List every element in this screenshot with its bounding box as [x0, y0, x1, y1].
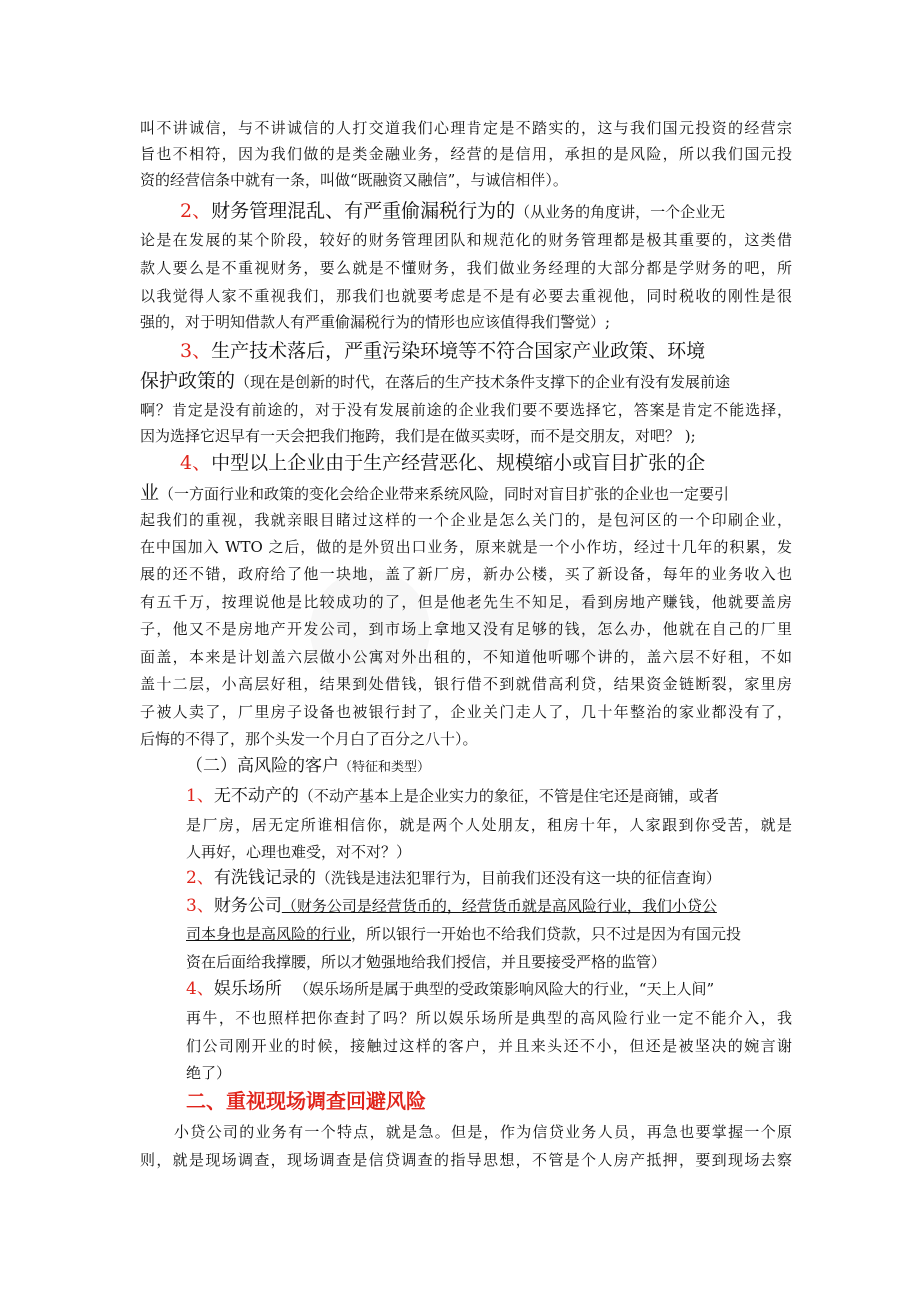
item-4-note: （一方面行业和政策的变化会给企业带来系统风险，同时对盲目扩张的企业也一定要引	[159, 485, 730, 503]
paragraph-line: 小贷公司的业务有一个特点，就是急。但是，作为信贷业务人员，再急也要掌握一个原	[174, 1123, 792, 1141]
section-2-title: （二）高风险的客户	[186, 756, 339, 776]
client-4-first-line	[186, 977, 792, 1001]
paragraph-line: 啊？肯定是没有前途的，对于没有发展前途的企业我们要不要选择它，答案是肯定不能选择，	[140, 401, 792, 419]
client-4-heading: 娱乐场所	[213, 979, 282, 999]
item-3-number: 3、	[180, 340, 212, 362]
paragraph-line: 绝了）	[186, 1064, 232, 1082]
item-2-note: （从业务的角度讲，一个企业无	[515, 203, 726, 221]
client-2-number: 2、	[186, 868, 214, 888]
client-3-number: 3、	[186, 896, 214, 916]
paragraph-line: 盖十二层，小高层好租，结果到处借钱，银行借不到就借高利贷，结果资金链断裂，家里房	[140, 675, 792, 693]
item-3-second-line	[140, 366, 792, 396]
item-3-heading: 生产技术落后，严重污染环境等不符合国家产业政策、环境	[211, 340, 706, 362]
client-1-number: 1、	[186, 786, 214, 806]
paragraph-line: 面盖，本来是计划盖六层做小公寓对外出租的，不知道他听哪个讲的，盖六层不好租，不如	[140, 648, 792, 666]
client-2-line	[186, 866, 792, 890]
paragraph-line: 是厂房，居无定所谁相信你，就是两个人处朋友，租房十年，人家跟到你受苦，就是	[186, 816, 792, 834]
item-4-heading: 中型以上企业由于生产经营恶化、规模缩小或盲目扩张的企	[211, 452, 706, 474]
item-3-note: （现在是创新的时代，在落后的生产技术条件支撑下的企业有没有发展前途	[235, 373, 731, 391]
paragraph-line: 因为选择它迟早有一天会把我们拖跨，我们是在做买卖呀，而不是交朋友，对吧？ );	[140, 427, 696, 445]
client-1-note: （不动产基本上是企业实力的象征，不管是住宅还是商铺，或者	[298, 787, 719, 805]
item-4-number: 4、	[180, 452, 212, 474]
paragraph-line: 以我觉得人家不重视我们，那我们也就要考虑是不是有必要去重视他，同时税收的刚性是很	[140, 287, 792, 305]
item-4-second-line	[140, 478, 792, 508]
paragraph-line: 资的经营信条中就有一条，叫做“既融资又融信”，与诚信相伴）。	[140, 171, 568, 189]
paragraph-line: 款人要么是不重视财务，要么就是不懂财务，我们做业务经理的大部分都是学财务的吧，所	[140, 259, 792, 277]
paragraph-line: 在中国加入 WTO 之后，做的是外贸出口业务，原来就是一个小作坊，经过十几年的积累，发	[140, 538, 792, 556]
item-3-heading-cont: 保护政策的	[140, 370, 236, 392]
client-2-note: （洗钱是违法犯罪行为，目前我们还没有这一块的征信查询）	[315, 869, 721, 887]
item-3-heading-line	[180, 336, 792, 366]
paragraph-line: 则，就是现场调查，现场调查是信贷调查的指导思想，不管是个人房产抵押，要到现场去察	[140, 1151, 792, 1169]
client-3-heading: 财务公司	[213, 896, 282, 916]
section-heading: 二、重视现场调查回避风险	[186, 1089, 426, 1113]
section-2-title-line	[186, 754, 798, 778]
section-2-subtitle: （特征和类型）	[339, 760, 431, 775]
paragraph-line: 有五千万，按理说他是比较成功的了，但是他老先生不知足，看到房地产赚钱，他就要盖房	[140, 593, 792, 611]
client-1-heading: 无不动产的	[213, 786, 299, 806]
item-4-heading-line	[180, 448, 792, 478]
paragraph-line: 叫不讲诚信，与不讲诚信的人打交道我们心理肯定是不踏实的，这与我们国元投资的经营宗	[140, 119, 792, 137]
paragraph-line: 论是在发展的某个阶段，较好的财务管理团队和规范化的财务管理都是极其重要的，这类借	[140, 231, 792, 249]
item-2-number: 2、	[180, 200, 212, 222]
item-2-heading: 财务管理混乱、有严重偷漏税行为的	[211, 200, 516, 222]
client-4-note: （娱乐场所是属于典型的受政策影响风险大的行业，“天上人间”	[293, 980, 715, 998]
client-3-text: ，所以银行一开始也不给我们贷款，只不过是因为有国元投	[351, 925, 742, 943]
paragraph-line: 展的还不错，政府给了他一块地，盖了新厂房，新办公楼，买了新设备，每年的业务收入也	[140, 565, 792, 583]
client-3-underlined: 司本身也是高风险的行业	[186, 925, 352, 943]
paragraph-line: 旨也不相符，因为我们做的是类金融业务，经营的是信用，承担的是风险，所以我们国元投	[140, 145, 792, 163]
paragraph-line: 子，他又不是房地产开发公司，到市场上拿地又没有足够的钱，怎么办，他就在自己的厂里	[140, 620, 792, 638]
client-3-first-line	[186, 894, 792, 918]
paragraph-line: 子被人卖了，厂里房子设备也被银行封了，企业关门走人了，几十年整治的家业都没有了，	[140, 703, 792, 721]
item-4-heading-cont: 业	[140, 482, 160, 504]
paragraph-line: 们公司刚开业的时候，接触过这样的客户，并且来头还不小，但还是被坚决的婉言谢	[186, 1037, 792, 1055]
paragraph-line: 强的，对于明知借款人有严重偷漏税行为的情形也应该值得我们警觉）;	[140, 313, 611, 331]
paragraph-line: 资在后面给我撑腰，所以才勉强地给我们授信，并且要接受严格的监管）	[186, 953, 667, 971]
paragraph-line: 后悔的不得了，那个头发一个月白了百分之八十）。	[140, 730, 478, 748]
client-4-number: 4、	[186, 979, 214, 999]
client-3-note: （财务公司是经营货币的，经营货币就是高风险行业，我们小贷公	[281, 897, 717, 915]
client-3-second-line	[186, 922, 792, 946]
client-2-heading: 有洗钱记录的	[213, 868, 316, 888]
client-1-first-line	[186, 784, 792, 808]
item-2-first-line	[180, 196, 792, 226]
paragraph-line: 再牛，不也照样把你查封了吗？所以娱乐场所是典型的高风险行业一定不能介入，我	[186, 1009, 792, 1027]
paragraph-line: 人再好，心理也难受，对不对？）	[186, 843, 412, 861]
paragraph-line: 起我们的重视，我就亲眼目睹过这样的一个企业是怎么关门的，是包河区的一个印刷企业，	[140, 511, 792, 529]
